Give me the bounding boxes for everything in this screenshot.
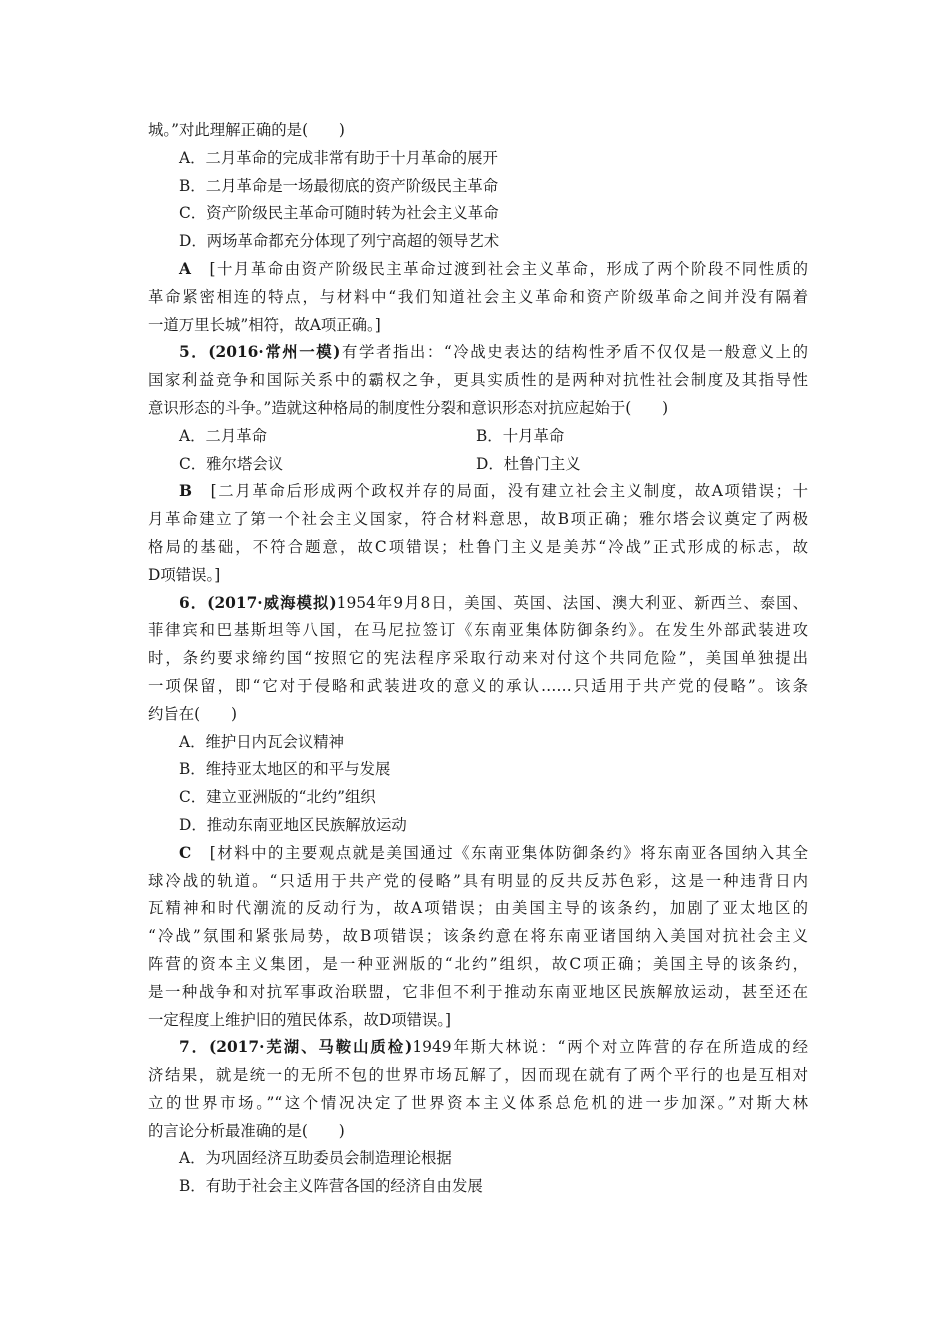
question-6-stem-line-1 bbox=[148, 590, 808, 618]
question-5-explanation-4: D项错误。] bbox=[148, 565, 221, 584]
question-5-explanation-1: [二月革命后形成两个政权并存的局面，没有建立社会主义制度，故A项错误；十 bbox=[210, 482, 808, 501]
question-7-stem-3: 立的世界市场。”“这个情况决定了世界资本主义体系总危机的进一步加深。”对斯大林 bbox=[148, 1093, 808, 1112]
question-7-stem-4: 的言论分析最准确的是( ) bbox=[148, 1121, 345, 1140]
question-6-option-a: A．维护日内瓦会议精神 bbox=[179, 732, 345, 751]
question-5-answer-line-1 bbox=[148, 478, 808, 506]
question-5-stem-line-1 bbox=[148, 339, 808, 367]
document-page bbox=[148, 117, 808, 1201]
question-4-option-b: B．二月革命是一场最彻底的资产阶级民主革命 bbox=[179, 176, 499, 195]
question-5-option-b: B．十月革命 bbox=[476, 426, 565, 445]
question-6-explanation-5: 阵营的资本主义集团，是一种亚洲版的“北约”组织，故C项正确；美国主导的该条约， bbox=[148, 954, 808, 973]
question-6-option-c: C．建立亚洲版的“北约”组织 bbox=[179, 788, 376, 807]
question-4-explanation-3: 一道万里长城”相符，故A项正确。] bbox=[148, 315, 381, 334]
question-6-answer-line-1 bbox=[148, 840, 808, 868]
question-5-stem-1: 有学者指出：“冷战史表达的结构性矛盾不仅仅是一般意义上的 bbox=[340, 343, 808, 362]
question-6-source: (2017·威海模拟) bbox=[207, 593, 337, 612]
question-4-option-d: D．两场革命都充分体现了列宁高超的领导艺术 bbox=[179, 232, 500, 251]
question-6-stem-1: 1954年9月8日，美国、英国、法国、澳大利亚、新西兰、泰国、 bbox=[336, 593, 808, 612]
question-5-number: 5． bbox=[179, 343, 209, 362]
question-6-explanation-2: 球冷战的轨道。“只适用于共产党的侵略”具有明显的反共反苏色彩，这是一种违背日内 bbox=[148, 871, 808, 890]
question-7-option-b: B．有助于社会主义阵营各国的经济自由发展 bbox=[179, 1177, 483, 1196]
question-7-option-a: A．为巩固经济互助委员会制造理论根据 bbox=[179, 1149, 452, 1168]
question-7-stem-line-1 bbox=[148, 1034, 808, 1062]
question-5-answer-letter: B bbox=[179, 482, 193, 501]
question-4-explanation-1: [十月革命由资产阶级民主革命过渡到社会主义革命，形成了两个阶段不同性质的 bbox=[209, 259, 808, 278]
question-4-explanation-2: 革命紧密相连的特点，与材料中“我们知道社会主义革命和资产阶级革命之间并没有隔着 bbox=[148, 287, 808, 306]
question-4-answer-letter: A bbox=[179, 259, 191, 278]
question-6-explanation-4: “冷战”氛围和紧张局势，故B项错误；该条约意在将东南亚诸国纳入美国对抗社会主义 bbox=[148, 927, 808, 946]
question-6-explanation-3: 瓦精神和时代潮流的反动行为，故A项错误；由美国主导的该条约，加剧了亚太地区的 bbox=[148, 899, 808, 918]
question-6-stem-3: 时，条约要求缔约国“按照它的宪法程序采取行动来对付这个共同危险”，美国单独提出 bbox=[148, 649, 808, 668]
question-5 bbox=[148, 339, 808, 589]
question-6-stem-4: 一项保留，即“它对于侵略和武装进攻的意义的承认……只适用于共产党的侵略”。该条 bbox=[148, 676, 808, 695]
question-6-stem-2: 菲律宾和巴基斯坦等八国，在马尼拉签订《东南亚集体防御条约》。在发生外部武装进攻 bbox=[148, 621, 808, 640]
question-4-stem: 城。”对此理解正确的是( ) bbox=[148, 121, 345, 139]
question-6 bbox=[148, 590, 808, 1035]
question-6-answer-letter: C bbox=[179, 843, 192, 862]
question-5-option-d: D．杜鲁门主义 bbox=[476, 454, 581, 473]
question-7 bbox=[148, 1034, 808, 1201]
question-5-options-row-2 bbox=[148, 451, 808, 479]
question-7-number: 7． bbox=[179, 1038, 209, 1057]
question-4-answer-line-1 bbox=[148, 256, 808, 284]
question-6-stem-5: 约旨在( ) bbox=[148, 704, 237, 723]
question-4-option-a: A．二月革命的完成非常有助于十月革命的展开 bbox=[179, 148, 498, 167]
question-4 bbox=[148, 117, 808, 339]
question-5-option-c: C．雅尔塔会议 bbox=[179, 454, 284, 473]
question-7-stem-2: 济结果，就是统一的无所不包的世界市场瓦解了，因而现在就有了两个平行的也是互相对 bbox=[148, 1066, 808, 1085]
question-6-number: 6． bbox=[179, 593, 208, 612]
question-7-stem-1: 1949年斯大林说：“两个对立阵营的存在所造成的经 bbox=[412, 1038, 808, 1057]
question-5-explanation-3: 格局的基础，不符合题意，故C项错误；杜鲁门主义是美苏“冷战”正式形成的标志，故 bbox=[148, 537, 808, 556]
question-6-explanation-6: 是一种战争和对抗军事政治联盟，它非但不利于推动东南亚地区民族解放运动，甚至还在 bbox=[148, 982, 808, 1001]
question-5-stem-2: 国家利益竞争和国际关系中的霸权之争，更具实质性的是两种对抗性社会制度及其指导性 bbox=[148, 371, 808, 390]
question-5-source: (2016·常州一模) bbox=[208, 343, 341, 362]
question-6-explanation-7: 一定程度上维护旧的殖民体系，故D项错误。] bbox=[148, 1010, 452, 1029]
question-5-options-row-1 bbox=[148, 423, 808, 451]
question-4-option-c: C．资产阶级民主革命可随时转为社会主义革命 bbox=[179, 204, 499, 223]
question-5-explanation-2: 月革命建立了第一个社会主义国家，符合材料意思，故B项正确；雅尔塔会议奠定了两极 bbox=[148, 510, 808, 529]
question-5-option-a: A．二月革命 bbox=[179, 426, 268, 445]
question-6-option-b: B．维持亚太地区的和平与发展 bbox=[179, 760, 391, 779]
question-5-stem-3: 意识形态的斗争。”造就这种格局的制度性分裂和意识形态对抗应起始于( ) bbox=[148, 398, 669, 417]
question-7-source: (2017·芜湖、马鞍山质检) bbox=[208, 1038, 413, 1057]
question-6-explanation-1: [材料中的主要观点就是美国通过《东南亚集体防御条约》将东南亚各国纳入其全 bbox=[209, 843, 808, 862]
question-6-option-d: D．推动东南亚地区民族解放运动 bbox=[179, 815, 407, 834]
